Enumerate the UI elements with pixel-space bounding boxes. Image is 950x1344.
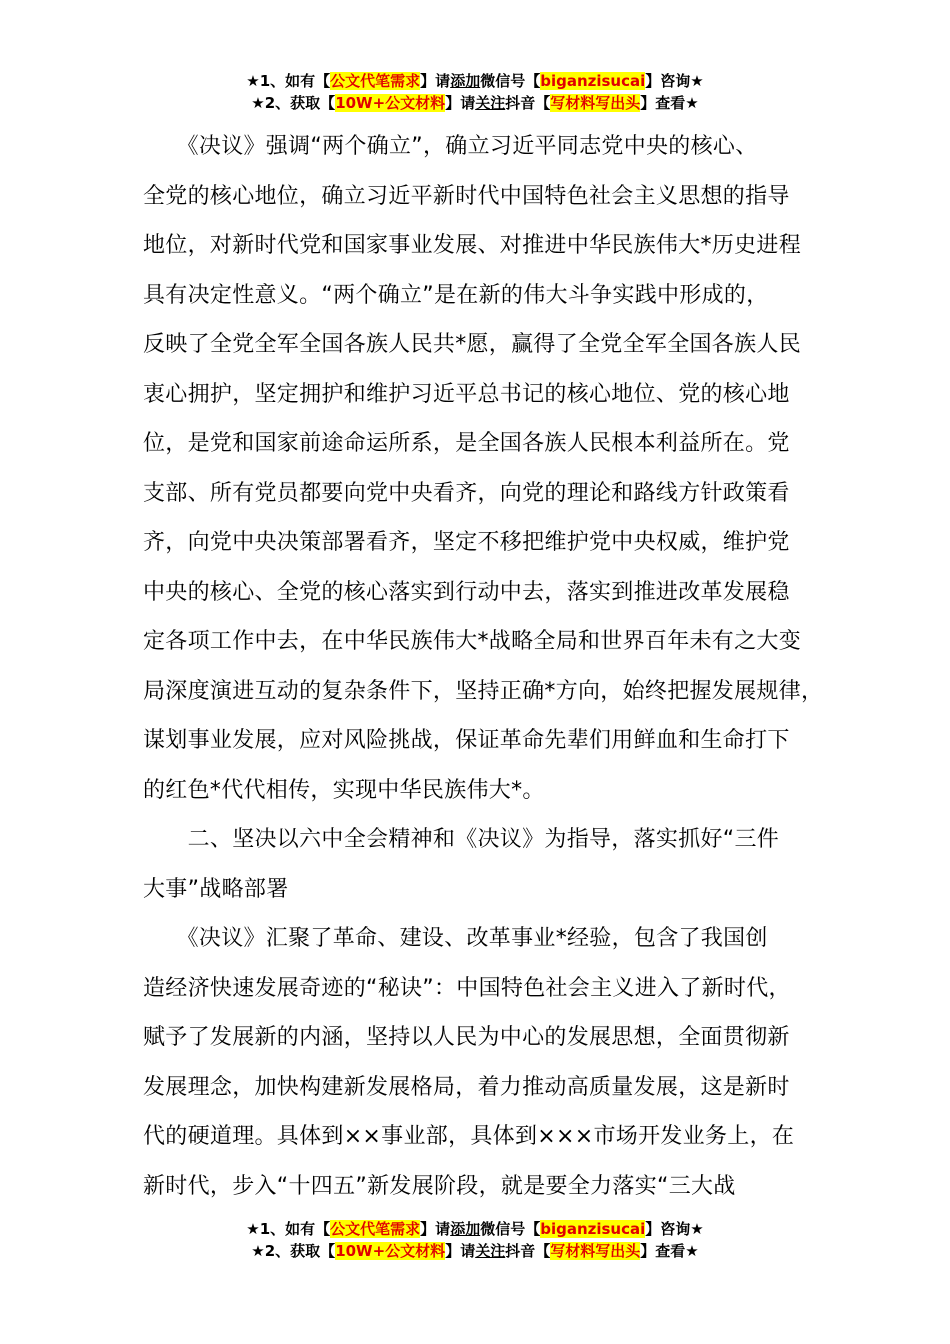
banner-line-1: ★1、如有【公文代笔需求】请添加微信号【biganzisucai】咨询★ (246, 1220, 704, 1238)
text-line: 代的硬道理。具体到××事业部，具体到×××市场开发业务上，在 (143, 1124, 795, 1149)
highlight-wechat-id: biganzisucai (540, 72, 646, 90)
text-line: 位，是党和国家前途命运所系，是全国各族人民根本利益所在。党 (143, 431, 790, 456)
text-line: 反映了全党全军全国各族人民共*愿，赢得了全党全军全国各族人民 (143, 332, 802, 357)
highlight-douyin: 写材料写出头 (550, 94, 641, 112)
text-line: 发展理念，加快构建新发展格局，着力推动高质量发展，这是新时 (143, 1074, 790, 1100)
highlight-service: 公文代笔需求 (330, 1220, 421, 1238)
text-line: 的红色*代代相传，实现中华民族伟大*。 (143, 777, 545, 803)
highlight-douyin: 写材料写出头 (550, 1242, 641, 1260)
text-line: 衷心拥护，坚定拥护和维护习近平总书记的核心地位、党的核心地 (143, 381, 790, 407)
section-heading: 二、坚决以六中全会精神和《决议》为指导，落实抓好“三件 (143, 827, 780, 852)
section-heading: 大事”战略部署 (143, 876, 289, 902)
text-line: 支部、所有党员都要向党中央看齐，向党的理论和路线方针政策看 (143, 480, 790, 506)
highlight-materials: 10W+公文材料 (335, 1242, 446, 1260)
text-line: 齐，向党中央决策部署看齐，坚定不移把维护党中央权威，维护党 (143, 530, 790, 555)
text-line: 局深度演进互动的复杂条件下，坚持正确*方向，始终把握发展规律， (143, 678, 824, 704)
highlight-materials: 10W+公文材料 (335, 94, 446, 112)
footer-banner (0, 1218, 950, 1262)
header-banner (0, 70, 950, 114)
text-line: 具有决定性意义。“两个确立”是在新的伟大斗争实践中形成的， (143, 282, 769, 308)
text-line: 赋予了发展新的内涵，坚持以人民为中心的发展思想，全面贯彻新 (143, 1025, 790, 1050)
text-line: 新时代，步入“十四五”新发展阶段，就是要全力落实“三大战 (143, 1173, 736, 1199)
text-line: 中央的核心、全党的核心落实到行动中去，落实到推进改革发展稳 (143, 579, 790, 605)
highlight-wechat-id: biganzisucai (540, 1220, 646, 1238)
text-line: 全党的核心地位，确立习近平新时代中国特色社会主义思想的指导 (143, 183, 790, 209)
banner-line-2: ★2、获取【10W+公文材料】请关注抖音【写材料写出头】查看★ (251, 94, 699, 112)
text-line: 定各项工作中去，在中华民族伟大*战略全局和世界百年未有之大变 (143, 629, 802, 654)
banner-line-2: ★2、获取【10W+公文材料】请关注抖音【写材料写出头】查看★ (251, 1242, 699, 1260)
text-line: 《决议》强调“两个确立”，确立习近平同志党中央的核心、 (143, 134, 758, 159)
highlight-service: 公文代笔需求 (330, 72, 421, 90)
banner-line-1: ★1、如有【公文代笔需求】请添加微信号【biganzisucai】咨询★ (246, 72, 704, 90)
text-line: 地位，对新时代党和国家事业发展、对推进中华民族伟大*历史进程 (143, 233, 802, 258)
text-line: 《决议》汇聚了革命、建设、改革事业*经验，包含了我国创 (143, 926, 768, 951)
text-line: 造经济快速发展奇迹的“秘诀”：中国特色社会主义进入了新时代， (143, 975, 791, 1001)
document-body (143, 122, 823, 1211)
text-line: 谋划事业发展，应对风险挑战，保证革命先辈们用鲜血和生命打下 (143, 728, 790, 753)
